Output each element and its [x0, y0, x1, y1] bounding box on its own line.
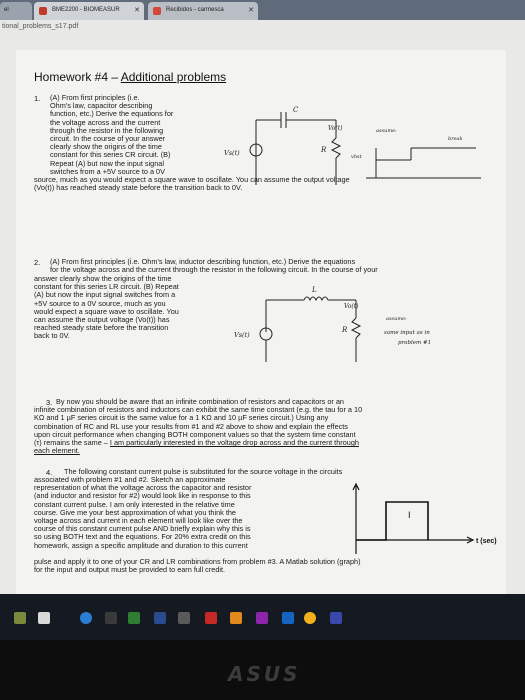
pdf-icon — [39, 7, 47, 15]
gmail-icon — [153, 7, 161, 15]
rc-circuit-diagram — [216, 100, 486, 195]
problem-4-first-line: The following constant current pulse is substituted for the source voltage in the circuits — [64, 467, 343, 476]
output-voltage-label: Vo(t) — [344, 303, 359, 310]
problem-number: 2. — [34, 258, 41, 267]
problem-1-text-full: source, much as you would expect a square wave to oscillate. You can assume the output voltage (Vo(t)) has reached steady state before the transition back to 0V. — [34, 175, 350, 193]
source-voltage-label: Vs(t) — [234, 331, 250, 339]
edge-icon[interactable] — [80, 612, 92, 624]
tab-label: Recibidos - carmesca — [166, 7, 224, 13]
tab-label: BME2200 - BIOMEASUR — [52, 7, 120, 13]
powerpoint-icon[interactable] — [205, 612, 217, 624]
app-icon[interactable] — [256, 612, 268, 624]
current-pulse-graph — [346, 482, 506, 562]
browser-tab-bar — [0, 0, 525, 20]
problem-4-text: associated with problem #1 and #2. Sketch an approximate representation of what the voltage across the capacitor and resistor (and inductor and resistor for #2) would look like in response to this constant current pulse. I am only interested in the relative time course. Give me your best approximation of what you think the voltage across and current in each element will look like over the course of this constant current pulse AND briefly explain why this is so using BOTH text and the equations. For 20% extra credit on this homework, assign a specific amplitude and duration to this current — [34, 475, 252, 550]
capacitor-label: C — [293, 106, 299, 114]
page-title: Homework #4 – Additional problems — [34, 70, 227, 84]
source-voltage-label: Vs(t) — [224, 149, 240, 157]
resistor-label: R — [321, 146, 327, 154]
url-text: tional_problems_s17.pdf — [2, 23, 79, 30]
assume-label: assume: — [386, 316, 407, 322]
resistor-label: R — [342, 326, 348, 334]
browser-tab[interactable] — [0, 2, 32, 20]
app-icon[interactable] — [105, 612, 117, 624]
problem-number: 3. — [46, 398, 53, 407]
problem-1-text: (A) From first principles (i.e. Ohm's law, capacitor describing function, etc.) Derive the equations for the voltage across and the current through the resistor in the following circuit. In the course of your answer clearly show the origins of the time constant for this series CR circuit. (B) Repeat (A) but now the input signal switches from a +5V source to a 0V — [50, 93, 174, 176]
pdf-viewer[interactable] — [0, 38, 525, 594]
word-icon[interactable] — [282, 612, 294, 624]
problem-ref-label: problem #1 — [398, 340, 432, 346]
problem-3-text: By now you should be aware that an infinite combination of resistors and capacitors or an infinite combination of resistors and inductors can exhibit the same time constant (e.g. the tau for a 10 KΩ and 1 µF series circuit is the same value for a 1 KΩ and 10 µF series circuit.) Using any combination of RC and RL use your results from #1 and #2 above to show and explain the effects upon circuit performance when changing BOTH component values so that the system time constant (τ) remains the same – I am particularly interested in the voltage drop across and the current through each element. — [34, 397, 363, 456]
app-icon[interactable] — [330, 612, 342, 624]
problem-number: 4. — [46, 468, 53, 477]
problem-4-text-full: pulse and apply it to one of your CR and LR combinations from problem #3. A Matlab solution (graph) for the input and output must be provided to earn full credit. — [34, 557, 361, 575]
file-explorer-icon[interactable] — [38, 612, 50, 624]
inductor-label: L — [312, 286, 317, 294]
problem-2-text: answer clearly show the origins of the time constant for this series LR circuit. (B) Repeat (A) but now the input signal switches from a +5V source to a 0V source, much as you would expect a square wave to oscillate. You can assume the output voltage (Vo(t)) has reached steady state before the transition back to 0V. — [34, 274, 179, 341]
tab-label: el — [4, 7, 9, 13]
app-icon[interactable] — [154, 612, 166, 624]
close-icon[interactable]: ✕ — [248, 7, 254, 14]
time-axis-label: t (sec) — [476, 538, 497, 545]
excel-icon[interactable] — [128, 612, 140, 624]
browser-tab[interactable] — [148, 2, 258, 20]
lr-circuit-diagram — [226, 282, 486, 377]
vhst-label: vhst — [351, 154, 362, 160]
chrome-icon[interactable] — [304, 612, 316, 624]
assume-label: assume: — [376, 128, 397, 134]
break-label: break — [448, 136, 463, 142]
current-axis-label: I — [408, 510, 411, 520]
store-icon[interactable] — [14, 612, 26, 624]
close-icon[interactable]: ✕ — [134, 7, 140, 14]
same-input-label: same input as in — [384, 330, 430, 336]
browser-tab[interactable] — [34, 2, 144, 20]
pdf-page — [16, 50, 506, 594]
app-icon[interactable] — [230, 612, 242, 624]
problem-number: 1. — [34, 94, 41, 103]
address-bar[interactable] — [0, 20, 525, 38]
brand-logo: ASUS — [228, 662, 301, 686]
app-icon[interactable] — [178, 612, 190, 624]
output-voltage-label: Vo(t) — [328, 125, 343, 132]
problem-2-text-full: (A) From first principles (i.e. Ohm's law, inductor describing function, etc.) Derive the equations for the voltage across and the current through the resistor in the following circuit. In the course of your — [50, 257, 378, 275]
